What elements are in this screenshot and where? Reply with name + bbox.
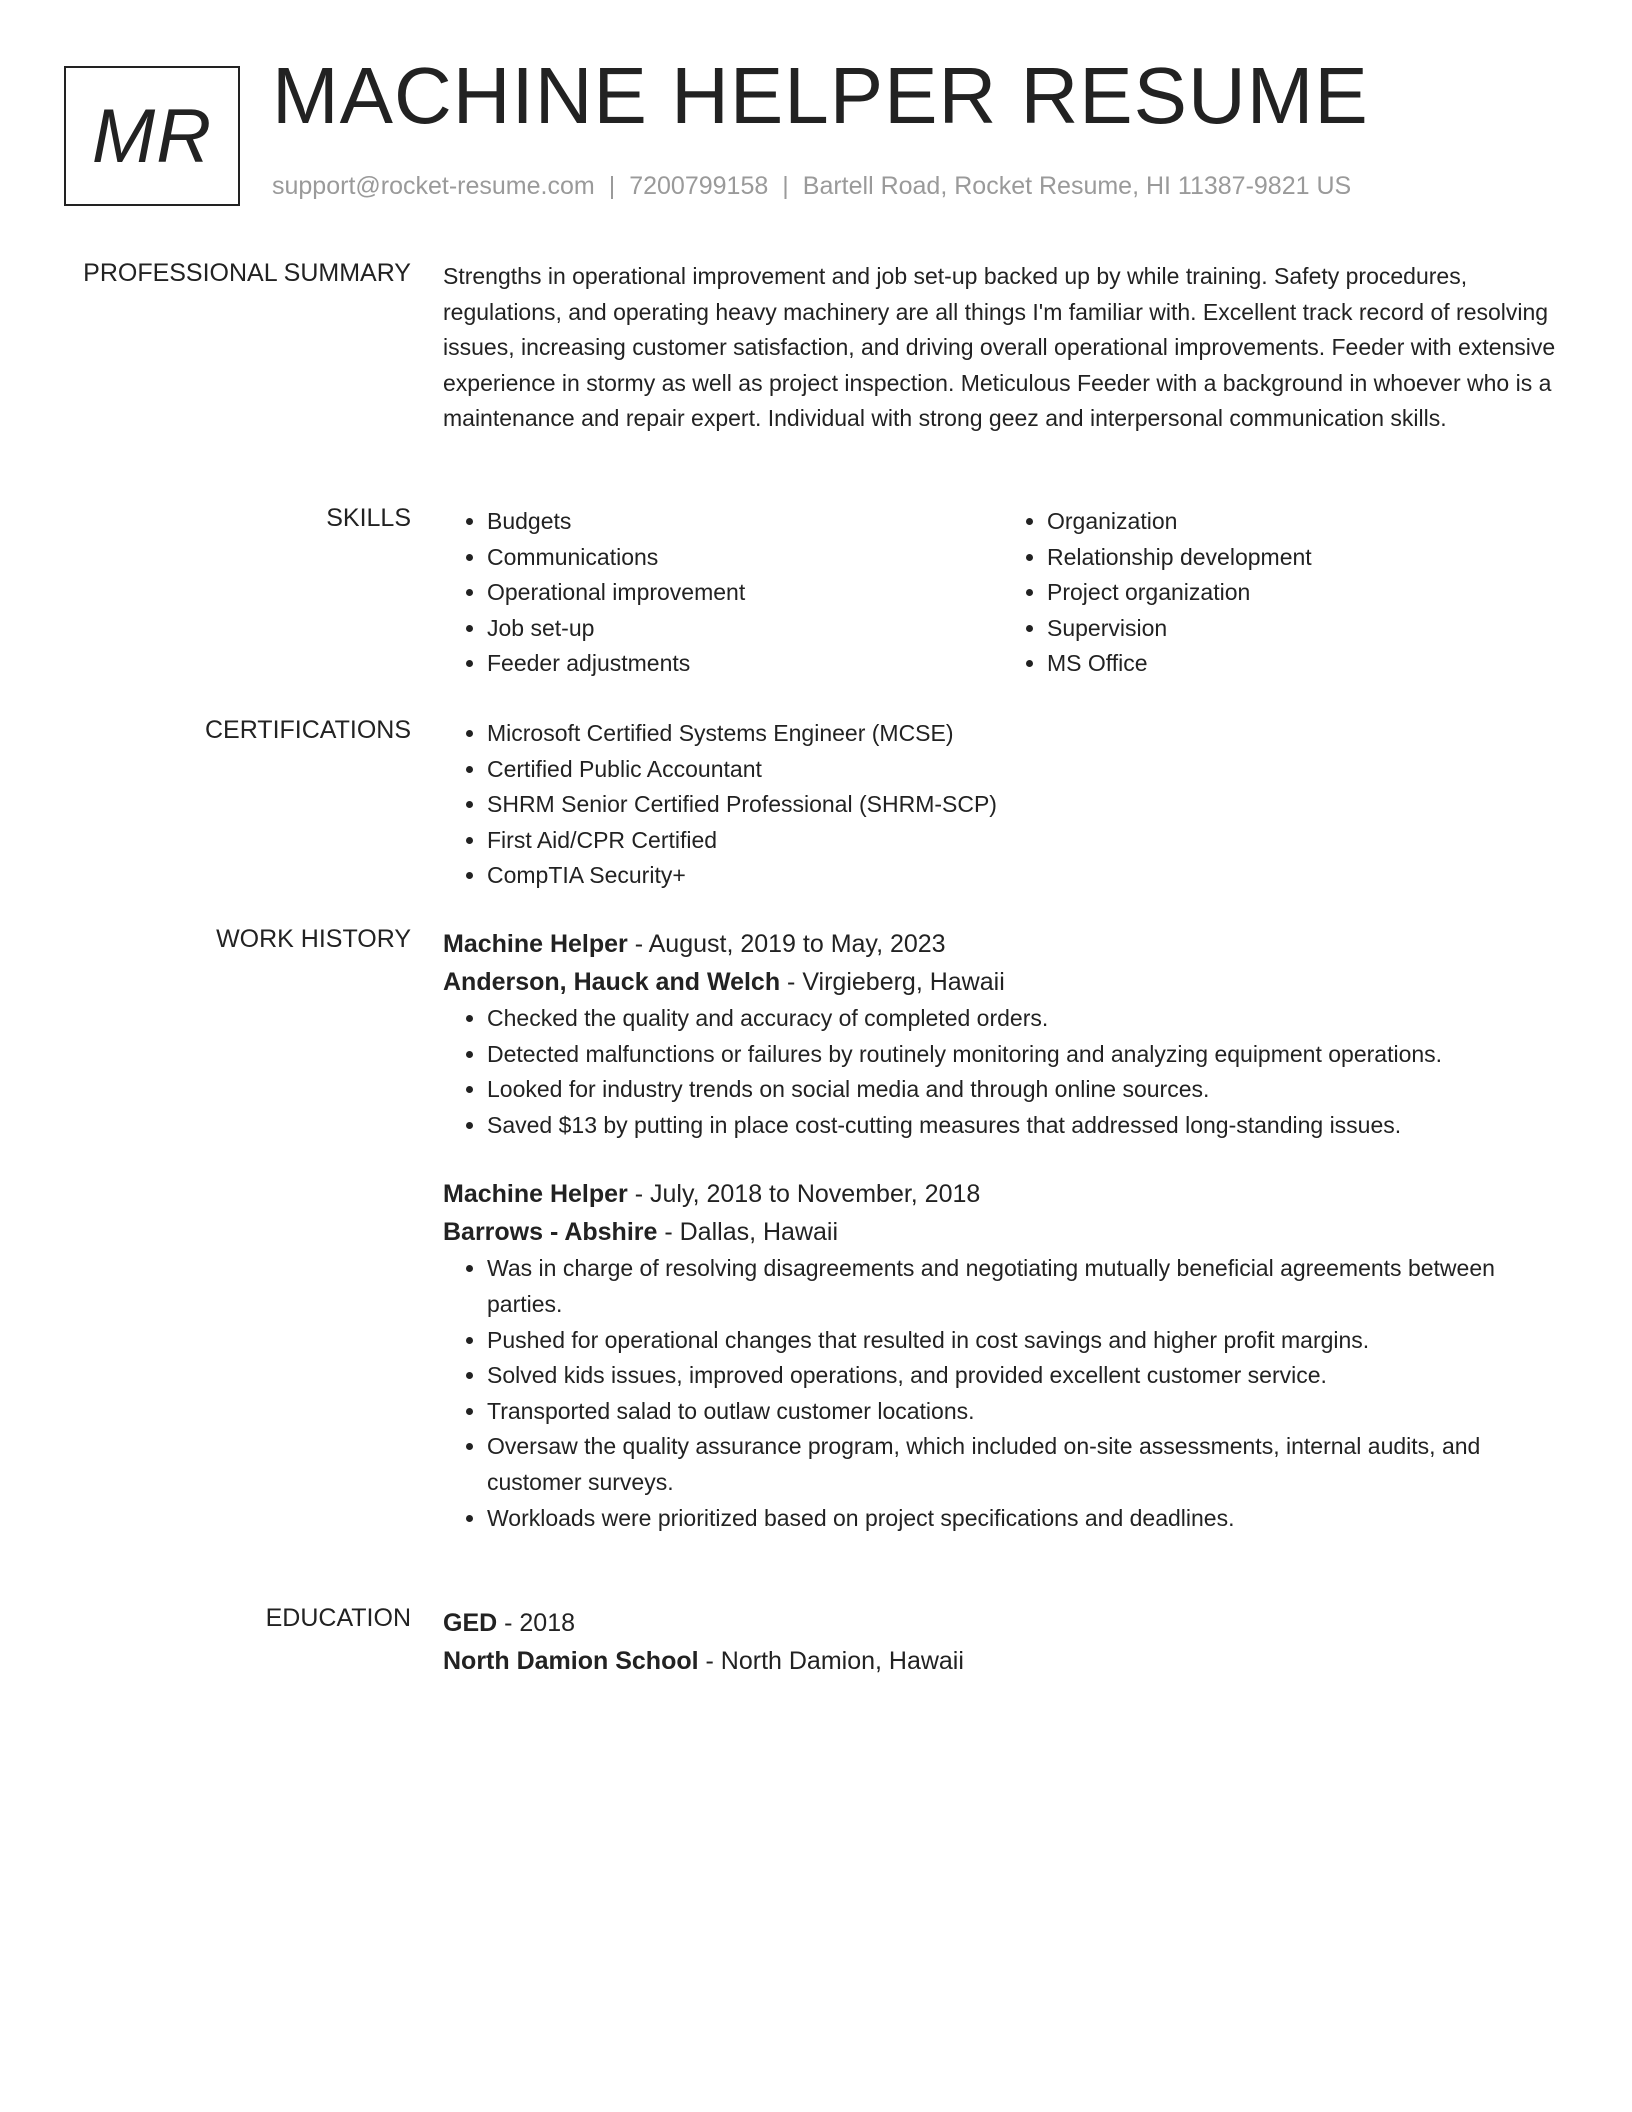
summary-body: [443, 259, 1563, 437]
certifications-list: [443, 716, 1563, 894]
skill-item: • Relationship development: [1047, 540, 1563, 576]
job-title: Machine Helper: [443, 1180, 628, 1209]
job-duty: • Saved $13 by putting in place cost-cutting measures that addressed long-standing issues.: [487, 1108, 1563, 1144]
job-location: - Virgieberg, Hawaii: [780, 968, 1005, 996]
education-location: - North Damion, Hawaii: [698, 1647, 964, 1675]
skills-columns: [443, 504, 1563, 682]
job-duty: • Detected malfunctions or failures by routinely monitoring and analyzing equipment operations.: [487, 1037, 1563, 1073]
job-dates: - August, 2019 to May, 2023: [627, 930, 946, 958]
education-heading: EDUCATION: [265, 1604, 411, 1632]
job-entry: [443, 925, 1563, 1143]
job-duty: • Solved kids issues, improved operations, and provided excellent customer service.: [487, 1358, 1563, 1394]
skill-item: • Communications: [487, 540, 1003, 576]
certification-item: • SHRM Senior Certified Professional (SHRM-SCP): [487, 787, 1563, 823]
education-degree-line: [443, 1604, 1563, 1642]
contact-line: [272, 172, 1351, 201]
job-duty: • Workloads were prioritized based on project specifications and deadlines.: [487, 1501, 1563, 1537]
certification-item: • Certified Public Accountant: [487, 752, 1563, 788]
job-duty: • Pushed for operational changes that resulted in cost savings and higher profit margins.: [487, 1323, 1563, 1359]
job-duties: [443, 1001, 1563, 1143]
work-history-body: [443, 925, 1563, 1536]
education-year: - 2018: [497, 1609, 576, 1637]
certifications-body: [443, 716, 1563, 894]
job-duty: • Checked the quality and accuracy of completed orders.: [487, 1001, 1563, 1037]
contact-email: support@rocket-resume.com: [272, 172, 595, 200]
contact-separator: |: [608, 172, 616, 200]
work-history-heading: WORK HISTORY: [216, 925, 411, 953]
skill-item: • Budgets: [487, 504, 1003, 540]
job-duties: [443, 1251, 1563, 1536]
job-company: Anderson, Hauck and Welch: [443, 968, 781, 996]
skill-item: • Project organization: [1047, 575, 1563, 611]
job-duty: • Was in charge of resolving disagreements and negotiating mutually beneficial agreements between parties.: [487, 1251, 1563, 1322]
job-title: Machine Helper: [443, 930, 628, 958]
skill-item: • Operational improvement: [487, 575, 1003, 611]
resume-title: MACHINE HELPER RESUME: [272, 51, 1369, 140]
job-entry: [443, 1175, 1563, 1536]
contact-phone: 7200799158: [629, 172, 769, 200]
job-title-line: [443, 925, 1563, 963]
contact-address: Bartell Road, Rocket Resume, HI 11387-9821 US: [802, 172, 1352, 200]
certification-item: • First Aid/CPR Certified: [487, 823, 1563, 859]
certification-item: • CompTIA Security+: [487, 858, 1563, 894]
job-duty: • Transported salad to outlaw customer locations.: [487, 1394, 1563, 1430]
skill-item: • Feeder adjustments: [487, 646, 1003, 682]
certification-item: • Microsoft Certified Systems Engineer (MCSE): [487, 716, 1563, 752]
job-dates: - July, 2018 to November, 2018: [627, 1180, 981, 1209]
education-school-line: [443, 1642, 1563, 1680]
skill-item: • Organization: [1047, 504, 1563, 540]
summary-text: Strengths in operational improvement and job set-up backed up by while training. Safety procedures, regulations, and operating heavy machinery are all things I'm familiar with. Excellent track record of resolving issues, increasing customer satisfaction, and driving overall operational improvements. Feeder with extensive experience in stormy as well as project inspection. Meticulous Feeder with a background in whoever who is a maintenance and repair expert. Individual with strong geez and interpersonal communication skills.: [443, 263, 1556, 431]
skill-item: • Job set-up: [487, 611, 1003, 647]
education-degree: GED: [443, 1609, 498, 1637]
job-duty: • Oversaw the quality assurance program, which included on-site assessments, internal audits, and customer surveys.: [487, 1429, 1563, 1500]
monogram-logo: MR: [64, 66, 240, 206]
skills-list-left: [443, 504, 1003, 682]
job-location: - Dallas, Hawaii: [657, 1218, 839, 1247]
certifications-heading: CERTIFICATIONS: [204, 716, 411, 744]
skills-heading: SKILLS: [326, 504, 411, 532]
contact-separator: |: [782, 172, 789, 200]
summary-heading: PROFESSIONAL SUMMARY: [83, 259, 411, 287]
skill-item: • MS Office: [1047, 646, 1563, 682]
job-company: Barrows - Abshire: [443, 1218, 658, 1247]
job-company-line: [443, 1213, 1563, 1251]
education-body: [443, 1604, 1563, 1680]
job-title-line: [443, 1175, 1563, 1213]
education-school: North Damion School: [443, 1647, 699, 1675]
skills-list-right: [1003, 504, 1563, 682]
skill-item: • Supervision: [1047, 611, 1563, 647]
job-duty: • Looked for industry trends on social media and through online sources.: [487, 1072, 1563, 1108]
job-company-line: [443, 963, 1563, 1001]
